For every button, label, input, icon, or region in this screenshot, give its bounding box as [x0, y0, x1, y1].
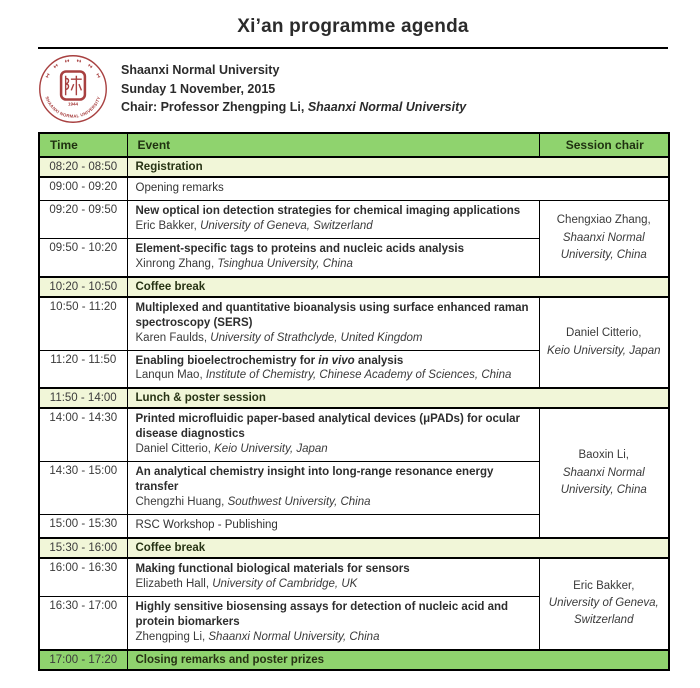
time-cell: 11:50 - 14:00 [39, 388, 127, 408]
column-header-event: Event [127, 133, 539, 157]
time-cell: 08:20 - 08:50 [39, 157, 127, 177]
chair-name: Daniel Citterio, [566, 327, 642, 340]
section-label-cell: Lunch & poster session [127, 388, 669, 408]
section-label-cell: Coffee break [127, 277, 669, 297]
event-cell [127, 297, 539, 350]
session-chair-cell [539, 200, 669, 276]
event-date: Sunday 1 November, 2015 [121, 81, 276, 96]
chair-affiliation: Keio University, Japan [546, 344, 661, 357]
section-label-cell: Closing remarks and poster prizes [127, 650, 669, 670]
talk-speaker: Elizabeth Hall, University of Cambridge, UK [135, 577, 358, 590]
time-cell: 14:30 - 15:00 [39, 462, 127, 515]
time-cell: 16:30 - 17:00 [39, 596, 127, 649]
time-cell: 09:00 - 09:20 [39, 177, 127, 200]
document-header [38, 54, 668, 124]
talk-speaker: Xinrong Zhang, Tsinghua University, China [135, 257, 353, 270]
time-cell: 11:20 - 11:50 [39, 350, 127, 388]
chair-affiliation: Shaanxi Normal University, China [560, 231, 647, 261]
talk-speaker: Chengzhi Huang, Southwest University, China [135, 496, 371, 509]
time-cell: 09:50 - 10:20 [39, 238, 127, 276]
event-cell [127, 200, 539, 238]
section-label-cell: Registration [127, 157, 669, 177]
agenda-row [39, 538, 669, 558]
agenda-row [39, 177, 669, 200]
chair-affiliation: Shaanxi Normal University, China [560, 466, 647, 496]
session-chair-cell [539, 558, 669, 650]
talk-title: Highly sensitive biosensing assays for detection of nucleic acid and protein biomarkers [135, 600, 509, 628]
talk-title: Making functional biological materials for sensors [135, 562, 410, 575]
talk-title: Printed microfluidic paper-based analytical devices (μPADs) for ocular disease diagnostics [135, 413, 521, 441]
university-name: Shaanxi Normal University [121, 62, 280, 77]
seal-year: 1944 [67, 101, 79, 107]
chair-line: Chair: Professor Zhengping Li, Shaanxi Normal University [121, 100, 467, 115]
column-header-time: Time [39, 133, 127, 157]
talk-title: Multiplexed and quantitative bioanalysis using surface enhanced raman spectroscopy (SERS) [135, 301, 529, 329]
agenda-row [39, 408, 669, 461]
event-cell [127, 596, 539, 649]
session-chair-cell [539, 297, 669, 389]
talk-speaker: Eric Bakker, University of Geneva, Switzerland [135, 219, 373, 232]
event-cell [127, 558, 539, 596]
talk-speaker: Daniel Citterio, Keio University, Japan [135, 443, 328, 456]
agenda-row [39, 200, 669, 238]
agenda-row [39, 157, 669, 177]
time-cell: 17:00 - 17:20 [39, 650, 127, 670]
time-cell: 15:00 - 15:30 [39, 515, 127, 538]
talk-speaker: Zhengping Li, Shaanxi Normal University, China [135, 630, 380, 643]
seal-arc-text: SHAANXI NORMAL UNIVERSITY [44, 95, 102, 119]
talk-title: Element-specific tags to proteins and nucleic acids analysis [135, 242, 464, 255]
event-cell [127, 462, 539, 515]
time-cell: 14:00 - 14:30 [39, 408, 127, 461]
time-cell: 10:50 - 11:20 [39, 297, 127, 350]
talk-speaker: Karen Faulds, University of Strathclyde, United Kingdom [135, 331, 423, 344]
talk-title: Enabling bioelectrochemistry for in vivo analysis [135, 354, 404, 367]
time-cell: 09:20 - 09:50 [39, 200, 127, 238]
table-header-row [39, 133, 669, 157]
university-seal-icon [38, 54, 108, 124]
agenda-row [39, 277, 669, 297]
chair-affiliation: University of Geneva, Switzerland [548, 597, 659, 627]
column-header-session-chair: Session chair [539, 133, 669, 157]
header-text-block [121, 61, 466, 117]
event-cell [127, 238, 539, 276]
chair-name: Eric Bakker, [573, 579, 635, 592]
section-label-cell: Coffee break [127, 538, 669, 558]
title-divider [38, 47, 668, 49]
event-cell: RSC Workshop - Publishing [127, 515, 539, 538]
agenda-row [39, 297, 669, 350]
talk-title: An analytical chemistry insight into long-range resonance energy transfer [135, 466, 494, 494]
session-chair-cell [539, 408, 669, 538]
event-cell: Opening remarks [127, 177, 669, 200]
agenda-row [39, 388, 669, 408]
chair-name: Chengxiao Zhang, [556, 214, 651, 227]
time-cell: 15:30 - 16:00 [39, 538, 127, 558]
agenda-row [39, 650, 669, 670]
event-cell [127, 350, 539, 388]
talk-title: New optical ion detection strategies for chemical imaging applications [135, 204, 521, 217]
event-cell [127, 408, 539, 461]
page-title: Xi’an programme agenda [237, 16, 469, 37]
chair-name: Baoxin Li, [578, 449, 629, 462]
agenda-table [38, 132, 670, 671]
agenda-row [39, 558, 669, 596]
time-cell: 10:20 - 10:50 [39, 277, 127, 297]
time-cell: 16:00 - 16:30 [39, 558, 127, 596]
talk-speaker: Lanqun Mao, Institute of Chemistry, Chinese Academy of Sciences, China [135, 369, 512, 382]
